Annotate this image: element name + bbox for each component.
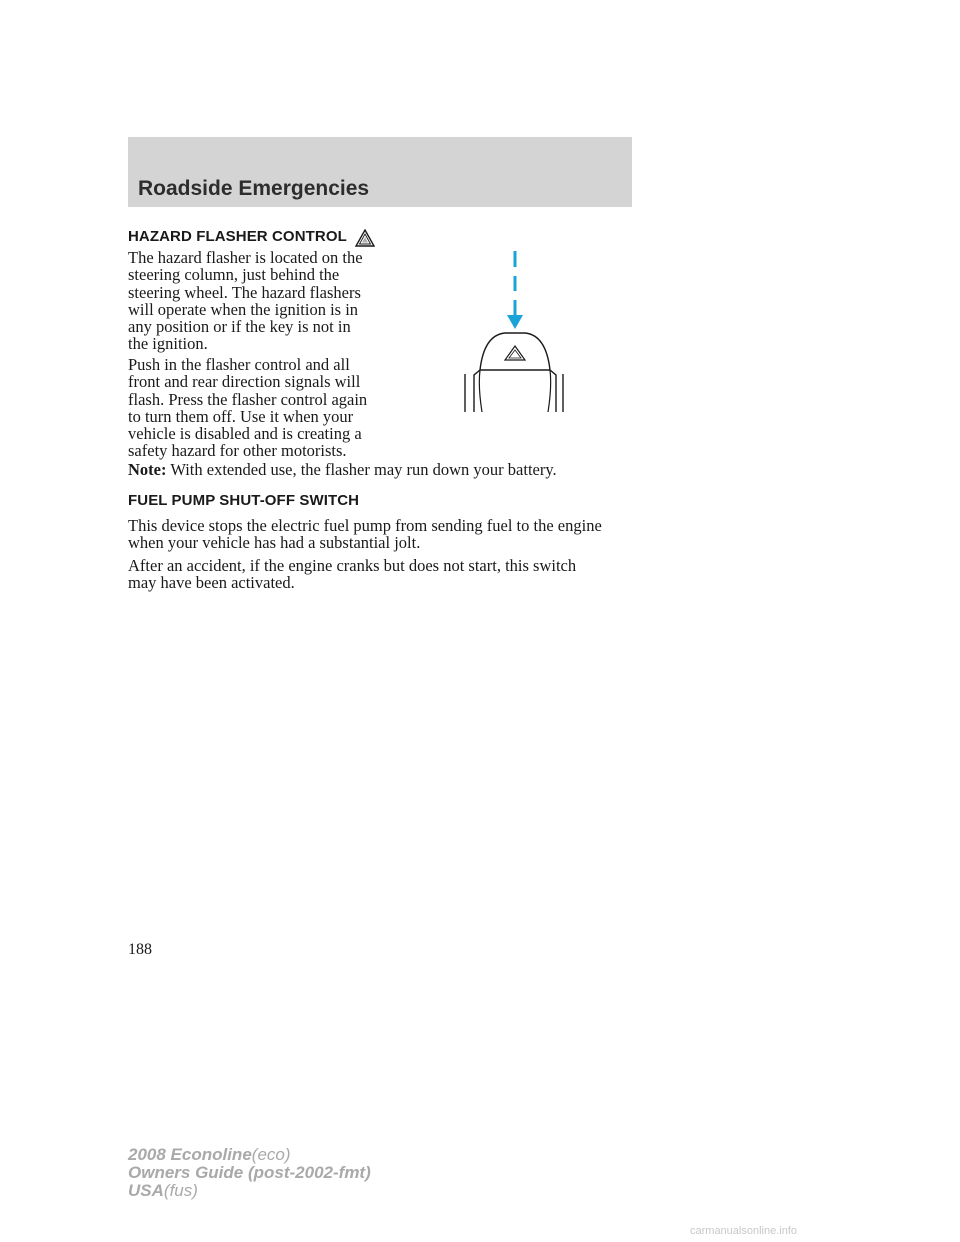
text-line: safety hazard for other motorists.	[128, 441, 347, 461]
document-footer	[128, 1146, 371, 1200]
text-line: flash. Press the flasher control again	[128, 389, 368, 409]
text-line: will operate when the ignition is in	[128, 299, 359, 319]
text-line: vehicle is disabled and is creating a	[128, 424, 362, 444]
section-header-band	[128, 137, 632, 207]
text-line: any position or if the key is not in	[128, 317, 351, 337]
text-line: may have been activated.	[128, 573, 295, 593]
text-line: The hazard flasher is located on the	[128, 248, 363, 267]
footer-market-code: (fus)	[163, 1181, 198, 1200]
text-line: steering column, just behind the	[128, 265, 340, 285]
text-line: to turn them off. Use it when your	[128, 406, 354, 426]
footer-model: 2008 Econoline	[128, 1145, 252, 1164]
text-line: the ignition.	[128, 334, 208, 354]
note-text: With extended use, the flasher may run down your battery.	[170, 460, 557, 479]
hazard-flasher-button-illustration	[462, 247, 566, 415]
text-line: After an accident, if the engine cranks but does not start, this switch	[128, 556, 577, 575]
text-line: front and rear direction signals will	[128, 372, 361, 392]
hazard-flasher-heading: HAZARD FLASHER CONTROL	[128, 228, 347, 245]
text-line: when your vehicle has had a substantial jolt.	[128, 533, 421, 553]
fuel-pump-paragraph-2	[128, 557, 648, 592]
footer-guide: Owners Guide (post-2002-fmt)	[128, 1163, 371, 1182]
page-number: 188	[128, 941, 152, 958]
watermark: carmanualsonline.info	[690, 1225, 798, 1237]
hazard-paragraph-2	[128, 356, 458, 460]
text-line: steering wheel. The hazard flashers	[128, 282, 361, 302]
fuel-pump-paragraph-1	[128, 517, 648, 552]
footer-model-code: (eco)	[251, 1145, 291, 1164]
hazard-note	[128, 461, 648, 478]
section-header-title: Roadside Emergencies	[138, 177, 370, 200]
text-line: Push in the flasher control and all	[128, 355, 350, 374]
note-label: Note:	[128, 460, 167, 479]
warning-triangle-icon	[355, 229, 375, 247]
fuel-pump-heading: FUEL PUMP SHUT-OFF SWITCH	[128, 492, 360, 509]
hazard-paragraph-1	[128, 249, 458, 353]
footer-market: USA	[128, 1181, 164, 1200]
text-line: This device stops the electric fuel pump from sending fuel to the engine	[128, 516, 602, 535]
